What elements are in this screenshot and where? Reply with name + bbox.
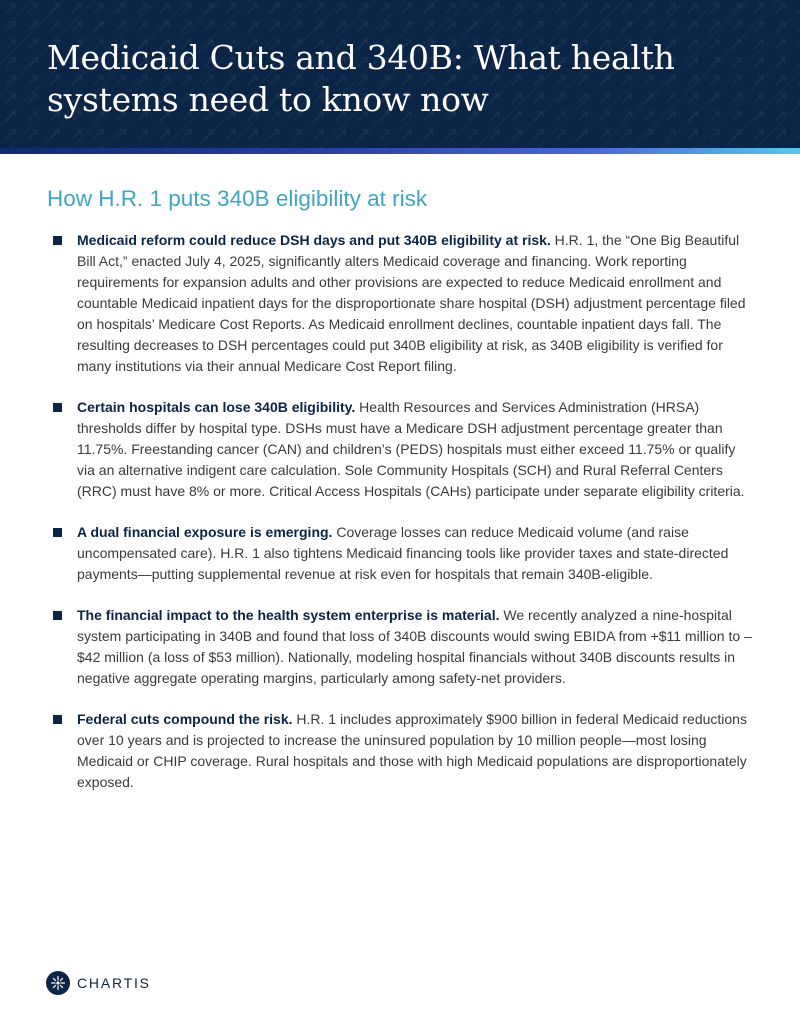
bullet-list	[53, 230, 753, 813]
square-bullet-icon	[53, 403, 62, 412]
bullet-lead: The financial impact to the health system enterprise is material.	[77, 607, 500, 623]
bullet-body: H.R. 1 includes approximately $900 billion in federal Medicaid reductions over 10 years and is projected to increase the uninsured population by 10 million people—most losing Medicaid or CHIP coverage. Rural hospitals and those with high Medicaid populations are disproportionately exposed.	[77, 711, 747, 790]
chartis-logo	[46, 971, 151, 995]
logo-text: CHARTIS	[77, 975, 151, 991]
bullet-lead: A dual financial exposure is emerging.	[77, 524, 333, 540]
bullet-lead: Medicaid reform could reduce DSH days and put 340B eligibility at risk.	[77, 232, 551, 248]
bullet-body: H.R. 1, the “One Big Beautiful Bill Act,” enacted July 4, 2025, significantly alters Medicaid coverage and financing. Work reporting requirements for expansion adults and other provisions are expected to reduce Medicaid enrollment and countable Medicaid inpatient days for the disproportionate share hospital (DSH) adjustment percentage filed on hospitals’ Medicare Cost Reports. As Medicaid enrollment declines, countable inpatient days fall. The resulting decreases to DSH percentages could put 340B eligibility at risk, as 340B eligibility is verified for many institutions via their annual Medicare Cost Report filing.	[77, 232, 746, 374]
bullet-lead: Federal cuts compound the risk.	[77, 711, 293, 727]
square-bullet-icon	[53, 611, 62, 620]
bullet-body: Coverage losses can reduce Medicaid volume (and raise uncompensated care). H.R. 1 also tightens Medicaid financing tools like provider taxes and state-directed payments—putting supplemental revenue at risk even for hospitals that remain 340B-eligible.	[77, 524, 729, 582]
page-title: Medicaid Cuts and 340B: What health systems need to know now	[47, 38, 675, 119]
bullet-body: We recently analyzed a nine-hospital system participating in 340B and found that loss of 340B discounts would swing EBIDA from +$11 million to –$42 million (a loss of $53 million). Nationally, modeling hospital financials without 340B discounts results in negative aggregate operating margins, particularly among safety-net providers.	[77, 607, 752, 686]
square-bullet-icon	[53, 236, 62, 245]
bullet-lead: Certain hospitals can lose 340B eligibility.	[77, 399, 356, 415]
square-bullet-icon	[53, 528, 62, 537]
bullet-body: Health Resources and Services Administration (HRSA) thresholds differ by hospital type. DSHs must have a Medicare DSH adjustment percentage greater than 11.75%. Freestanding cancer (CAN) and children’s (PEDS) hospitals must either exceed 11.75% or qualify via an alternative indigent care calculation. Sole Community Hospitals (SCH) and Rural Referral Centers (RRC) must have 8% or more. Critical Access Hospitals (CAHs) participate under separate eligibility criteria.	[77, 399, 745, 499]
bullet-item	[53, 522, 753, 585]
header-accent-bar	[0, 148, 800, 154]
compass-logo-icon	[46, 971, 70, 995]
bullet-item	[53, 605, 753, 689]
bullet-item	[53, 397, 753, 502]
bullet-item	[53, 709, 753, 793]
square-bullet-icon	[53, 715, 62, 724]
section-heading: How H.R. 1 puts 340B eligibility at risk	[47, 186, 428, 211]
bullet-item	[53, 230, 753, 377]
header-banner	[0, 0, 800, 148]
